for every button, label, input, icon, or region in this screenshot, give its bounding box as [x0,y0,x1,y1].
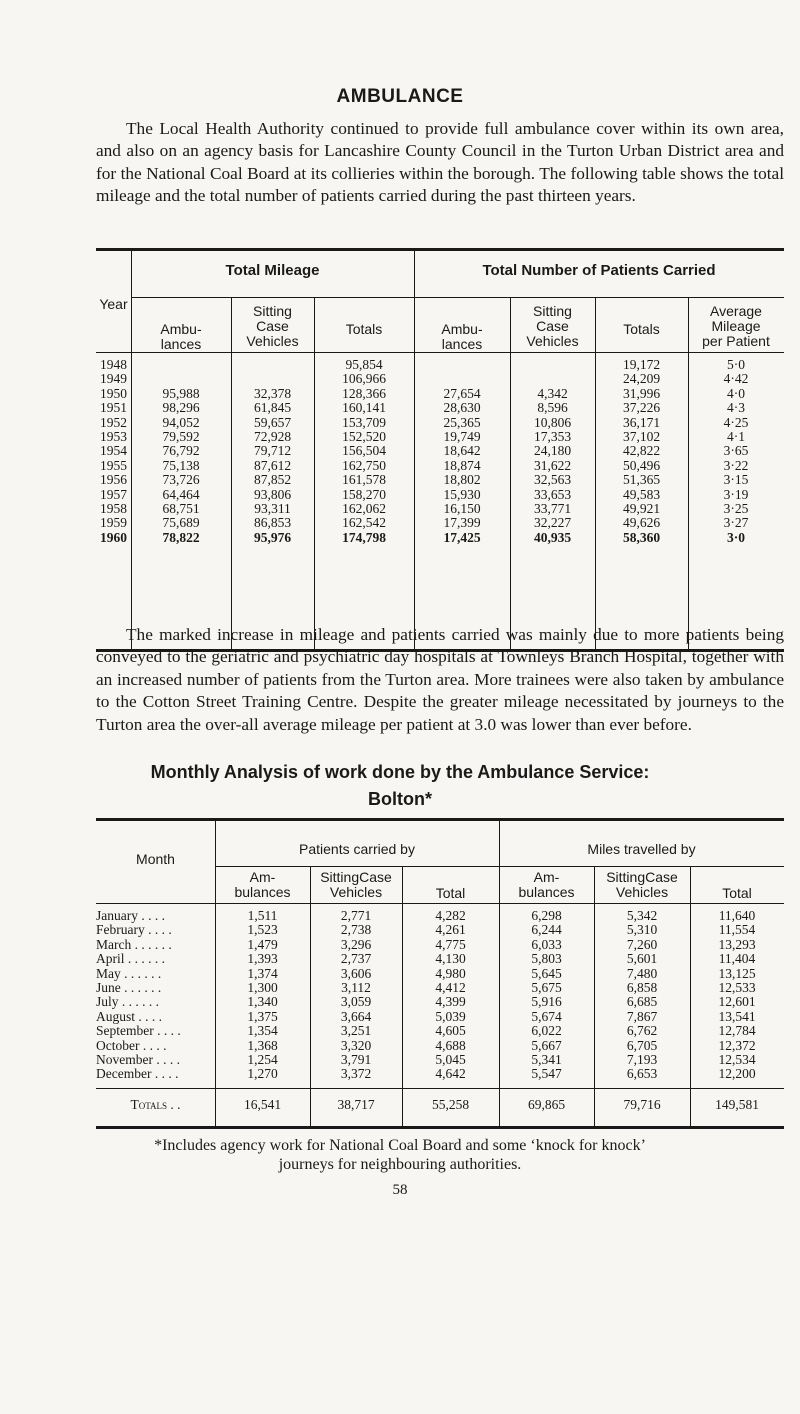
cell-sitting-patients: 3,372 [340,1066,372,1082]
col-header-sitting-mileage: Sitting Case Vehicles [246,303,299,349]
cell-ambulance-patients: 1,511 [247,908,278,923]
cell-total-patients: 51,365 [622,472,661,488]
cell-sitting-patients: 2,738 [340,922,372,938]
cell-total-miles: 128,366 [342,385,386,401]
cell-total-miles: 12,372 [718,1037,756,1053]
cell-total-patients: 24,209 [622,371,661,387]
cell-ambulance-patients: 15,930 [443,486,481,502]
cell-ambulance-miles: 75,689 [162,515,200,531]
month-label: June . . . . . . [96,980,162,995]
cell-sitting-patients: 3,251 [340,1023,372,1039]
cell-total-miles: 13,293 [718,936,756,952]
total-sitting-patients: 38,717 [337,1097,375,1112]
table-bottom-rule [96,1126,784,1129]
group-header-patients-carried: Patients carried by [299,841,415,857]
cell-average-mileage: 4·42 [723,371,749,387]
month-label: March . . . . . . [96,936,172,952]
col-header-ambulances-mileage: Ambu- lances [160,321,202,352]
cell-ambulance-miles: 5,547 [531,1066,562,1082]
cell-ambulance-patients: 1,354 [247,1023,278,1039]
cell-ambulance-patients: 19,749 [443,429,481,444]
cell-total-patients: 5,045 [435,1052,466,1067]
cell-sitting-patients: 32,563 [533,472,572,488]
cell-sitting-miles: 5,342 [626,908,658,923]
cell-sitting-patients: 2,771 [340,908,372,923]
cell-sitting-patients: 31,622 [533,457,572,473]
cell-total-miles: 161,578 [342,472,386,488]
cell-sitting-patients: 17,353 [533,429,572,444]
cell-sitting-patients: 10,806 [533,414,572,430]
cell-total-miles: 11,640 [718,908,756,923]
cell-year: 1954 [100,443,127,459]
cell-sitting-patients: 3,320 [340,1037,372,1053]
cell-ambulance-miles: 6,244 [531,922,562,938]
group-header-miles-travelled: Miles travelled by [587,841,696,857]
cell-average-mileage: 3·25 [723,501,749,516]
page-number: 58 [392,1182,408,1198]
cell-year: 1948 [100,357,127,372]
cell-ambulance-patients: 17,399 [443,515,481,531]
cell-total-miles: 12,533 [718,980,756,995]
cell-year: 1953 [100,429,127,444]
cell-ambulance-patients: 1,270 [247,1066,278,1082]
cell-ambulance-patients: 1,375 [247,1008,278,1024]
cell-average-mileage: 3·0 [726,529,745,545]
col-header-ambulances-miles: Am- bulances [518,869,575,900]
cell-ambulance-patients: 1,340 [247,994,278,1010]
col-header-total-miles: Total [722,885,752,901]
cell-sitting-miles: 7,480 [626,965,658,981]
cell-total-miles: 11,404 [718,951,756,967]
cell-total-miles: 13,125 [718,965,756,981]
total-total-patients: 55,258 [431,1097,470,1112]
cell-sitting-miles: 93,311 [254,501,291,516]
cell-average-mileage: 3·27 [723,515,749,531]
cell-total-patients: 37,102 [622,429,661,444]
cell-ambulance-miles: 5,645 [531,965,562,981]
cell-ambulance-patients: 18,642 [443,443,481,459]
cell-sitting-miles: 5,310 [626,922,658,938]
cell-total-patients: 4,642 [435,1066,466,1082]
monthly-analysis-heading: Monthly Analysis of work done by the Ambulance Service: [150,762,650,782]
cell-average-mileage: 4·0 [727,385,745,401]
month-label: May . . . . . . [96,965,162,981]
cell-sitting-patients: 2,737 [340,951,372,967]
cell-sitting-miles: 5,601 [626,951,658,967]
cell-total-miles: 12,200 [718,1066,756,1082]
cell-total-patients: 5,039 [435,1008,466,1024]
cell-average-mileage: 4·3 [727,400,745,416]
month-label: September . . . . [96,1023,181,1039]
cell-total-miles: 153,709 [342,414,386,430]
cell-ambulance-patients: 1,523 [247,922,278,938]
year-header: Year [99,296,128,312]
cell-total-miles: 11,554 [718,922,756,938]
cell-total-patients: 4,980 [435,965,466,981]
cell-total-patients: 4,399 [435,994,466,1010]
month-label: December . . . . [96,1066,179,1082]
cell-total-patients: 49,583 [622,486,661,502]
cell-year: 1950 [100,385,127,401]
cell-ambulance-patients: 1,368 [247,1037,278,1053]
cell-total-patients: 4,775 [435,936,466,952]
cell-ambulance-miles: 94,052 [162,414,200,430]
cell-sitting-miles: 61,845 [253,400,292,416]
cell-ambulance-miles: 78,822 [162,529,200,545]
month-label: April . . . . . . [96,951,165,967]
cell-sitting-patients: 32,227 [533,515,572,531]
cell-sitting-miles: 6,685 [626,994,658,1010]
cell-ambulance-miles: 5,667 [531,1037,562,1053]
cell-total-patients: 42,822 [622,443,661,459]
cell-sitting-patients: 3,112 [341,980,371,995]
cell-sitting-miles: 87,612 [253,457,292,473]
page-title: AMBULANCE [336,86,464,107]
cell-sitting-patients: 33,771 [533,501,572,516]
cell-sitting-patients: 4,342 [537,385,568,401]
cell-ambulance-miles: 5,341 [531,1052,562,1067]
footnote: *Includes agency work for National Coal Board and some ‘knock for knock’ journeys for neighbouring authorities. [154,1137,646,1173]
cell-ambulance-miles: 6,033 [531,936,562,952]
col-header-average-mileage: Average Mileage per Patient [702,303,770,349]
cell-ambulance-patients: 1,300 [247,980,278,995]
col-header-ambulances-patients: Ambu- lances [441,321,483,352]
cell-ambulance-patients: 25,365 [443,414,481,430]
total-total-miles: 149,581 [715,1097,759,1112]
month-label: January . . . . [96,908,165,923]
cell-average-mileage: 5·0 [727,357,745,372]
cell-sitting-patients: 3,606 [340,965,372,981]
cell-ambulance-miles: 5,675 [531,980,562,995]
cell-total-patients: 49,921 [622,501,661,516]
cell-total-miles: 106,966 [342,371,386,387]
cell-total-miles: 160,141 [342,400,386,416]
cell-total-patients: 4,605 [435,1023,466,1039]
col-header-totals-mileage: Totals [345,321,383,337]
cell-ambulance-patients: 1,254 [247,1052,278,1067]
cell-sitting-miles: 87,852 [253,472,292,488]
totals-rule [96,1088,784,1089]
cell-ambulance-patients: 1,393 [247,951,278,967]
cell-sitting-patients: 24,180 [533,443,572,459]
cell-ambulance-miles: 95,988 [162,385,200,401]
cell-ambulance-miles: 6,298 [531,908,562,923]
cell-sitting-miles: 6,858 [626,980,658,995]
cell-total-patients: 4,688 [435,1037,466,1053]
cell-sitting-patients: 3,059 [340,994,372,1010]
cell-ambulance-patients: 1,374 [247,965,278,981]
cell-sitting-miles: 7,193 [626,1052,658,1067]
table-top-rule [96,818,784,821]
cell-ambulance-patients: 1,479 [247,936,278,952]
cell-sitting-patients: 3,296 [340,936,372,952]
col-header-totals-patients: Totals [623,321,660,337]
cell-sitting-patients: 33,653 [533,486,572,502]
cell-sitting-miles: 7,867 [626,1008,658,1024]
cell-total-miles: 12,534 [718,1052,756,1067]
cell-sitting-miles: 32,378 [253,385,292,401]
cell-ambulance-miles: 5,803 [531,951,562,967]
cell-sitting-miles: 6,705 [626,1037,658,1053]
cell-sitting-patients: 8,596 [537,400,568,416]
cell-total-miles: 12,784 [718,1023,756,1039]
cell-total-patients: 19,172 [622,357,661,372]
monthly-analysis-subheading: Bolton* [368,789,432,809]
col-header-sitting-patients: SittingCase Vehicles [320,869,392,900]
cell-ambulance-miles: 73,726 [162,472,200,488]
cell-total-patients: 58,360 [622,529,661,545]
month-label: October . . . . [96,1037,167,1053]
cell-ambulance-patients: 18,874 [443,457,481,473]
cell-year: 1957 [100,486,127,502]
cell-ambulance-patients: 16,150 [443,501,481,516]
cell-average-mileage: 3·19 [723,486,749,502]
cell-ambulance-miles: 98,296 [162,400,200,416]
month-label: November . . . . [96,1052,180,1067]
col-header-total-patients: Total [435,885,466,901]
cell-sitting-patients: 40,935 [533,529,572,545]
cell-year: 1959 [100,515,127,531]
totals-label: Totals . . [130,1097,181,1112]
cell-total-patients: 4,412 [435,980,466,995]
header-bottom-rule [96,352,784,353]
cell-average-mileage: 3·65 [723,443,749,459]
total-ambulance-patients: 16,541 [243,1097,282,1112]
cell-total-patients: 31,996 [622,385,661,401]
total-sitting-miles: 79,716 [623,1097,661,1112]
cell-ambulance-patients: 28,630 [443,400,481,416]
cell-total-miles: 162,750 [342,457,386,473]
cell-ambulance-miles: 5,916 [531,994,562,1010]
cell-total-miles: 162,542 [342,515,386,531]
cell-average-mileage: 4·1 [727,429,745,444]
month-header: Month [136,851,175,867]
month-label: February . . . . [96,922,172,938]
cell-year: 1952 [100,414,127,430]
total-ambulance-miles: 69,865 [527,1097,566,1112]
cell-total-miles: 152,520 [342,429,386,444]
cell-sitting-miles: 6,762 [626,1023,658,1039]
cell-ambulance-miles: 75,138 [162,457,200,473]
cell-year: 1949 [100,371,127,387]
cell-total-patients: 36,171 [622,414,661,430]
month-label: August . . . . [96,1008,163,1024]
cell-total-miles: 95,854 [345,357,383,372]
cell-ambulance-miles: 79,592 [162,429,200,444]
cell-total-miles: 174,798 [342,529,386,545]
col-header-ambulances-patients: Am- bulances [234,869,291,900]
table-top-rule [96,248,784,251]
cell-ambulance-patients: 27,654 [443,385,481,401]
cell-total-miles: 156,504 [342,443,386,459]
cell-sitting-patients: 3,791 [340,1052,372,1067]
cell-sitting-miles: 86,853 [253,515,292,531]
cell-sitting-miles: 93,806 [253,486,292,502]
cell-ambulance-miles: 5,674 [531,1008,562,1024]
cell-total-patients: 4,261 [435,922,466,938]
cell-year: 1960 [100,529,127,545]
group-header-patients: Total Number of Patients Carried [482,262,716,279]
cell-year: 1958 [100,501,127,516]
month-label: July . . . . . . [96,994,160,1010]
subheader-rule [131,297,784,298]
col-header-sitting-patients: Sitting Case Vehicles [526,303,579,349]
cell-sitting-miles: 72,928 [253,429,292,444]
cell-average-mileage: 3·15 [723,472,749,488]
cell-year: 1955 [100,457,127,473]
cell-average-mileage: 3·22 [723,457,749,473]
cell-ambulance-miles: 6,022 [531,1023,562,1039]
cell-ambulance-miles: 76,792 [162,443,200,459]
cell-total-patients: 49,626 [622,515,661,531]
cell-sitting-miles: 6,653 [626,1066,658,1082]
cell-sitting-miles: 79,712 [253,443,292,459]
cell-average-mileage: 4·25 [723,414,749,430]
cell-total-patients: 4,130 [435,951,466,967]
subheader-rule [215,866,784,867]
cell-total-miles: 13,541 [718,1008,756,1024]
cell-sitting-miles: 95,976 [253,529,292,545]
cell-total-miles: 12,601 [718,994,756,1010]
cell-ambulance-miles: 64,464 [162,486,200,502]
cell-ambulance-patients: 18,802 [443,472,481,488]
cell-total-miles: 162,062 [342,501,386,516]
cell-ambulance-miles: 68,751 [162,501,200,516]
cell-total-miles: 158,270 [342,486,386,502]
cell-sitting-miles: 7,260 [626,936,658,952]
cell-total-patients: 50,496 [622,457,661,473]
cell-sitting-miles: 59,657 [253,414,292,430]
col-header-sitting-miles: SittingCase Vehicles [606,869,678,900]
header-bottom-rule [96,903,784,904]
intro-paragraph: The Local Health Authority continued to provide full ambulance cover within its own area, and also on an agency basis for Lancashire County Council in the Turton Urban District area and for the National Coal Board at its collieries within the borough. The following table shows the total mileage and the total number of patients carried during the past thirteen years. [96,119,784,206]
cell-year: 1956 [100,472,127,488]
cell-total-patients: 37,226 [622,400,661,416]
cell-year: 1951 [100,400,127,416]
group-header-mileage: Total Mileage [225,262,320,279]
cell-sitting-patients: 3,664 [340,1008,372,1024]
cell-ambulance-patients: 17,425 [443,529,481,545]
analysis-paragraph: The marked increase in mileage and patients carried was mainly due to more patients being conveyed to the geriatric and psychiatric day hospitals at Townleys Branch Hospital, together with an increased number of patients from the Turton area. More trainees were also taken by ambulance to the Cotton Street Training Centre. Despite the greater mileage necessitated by journeys to the Turton area the over-all average mileage per patient at 3.0 was lower than ever before. [96,625,784,734]
cell-total-patients: 4,282 [435,908,466,923]
